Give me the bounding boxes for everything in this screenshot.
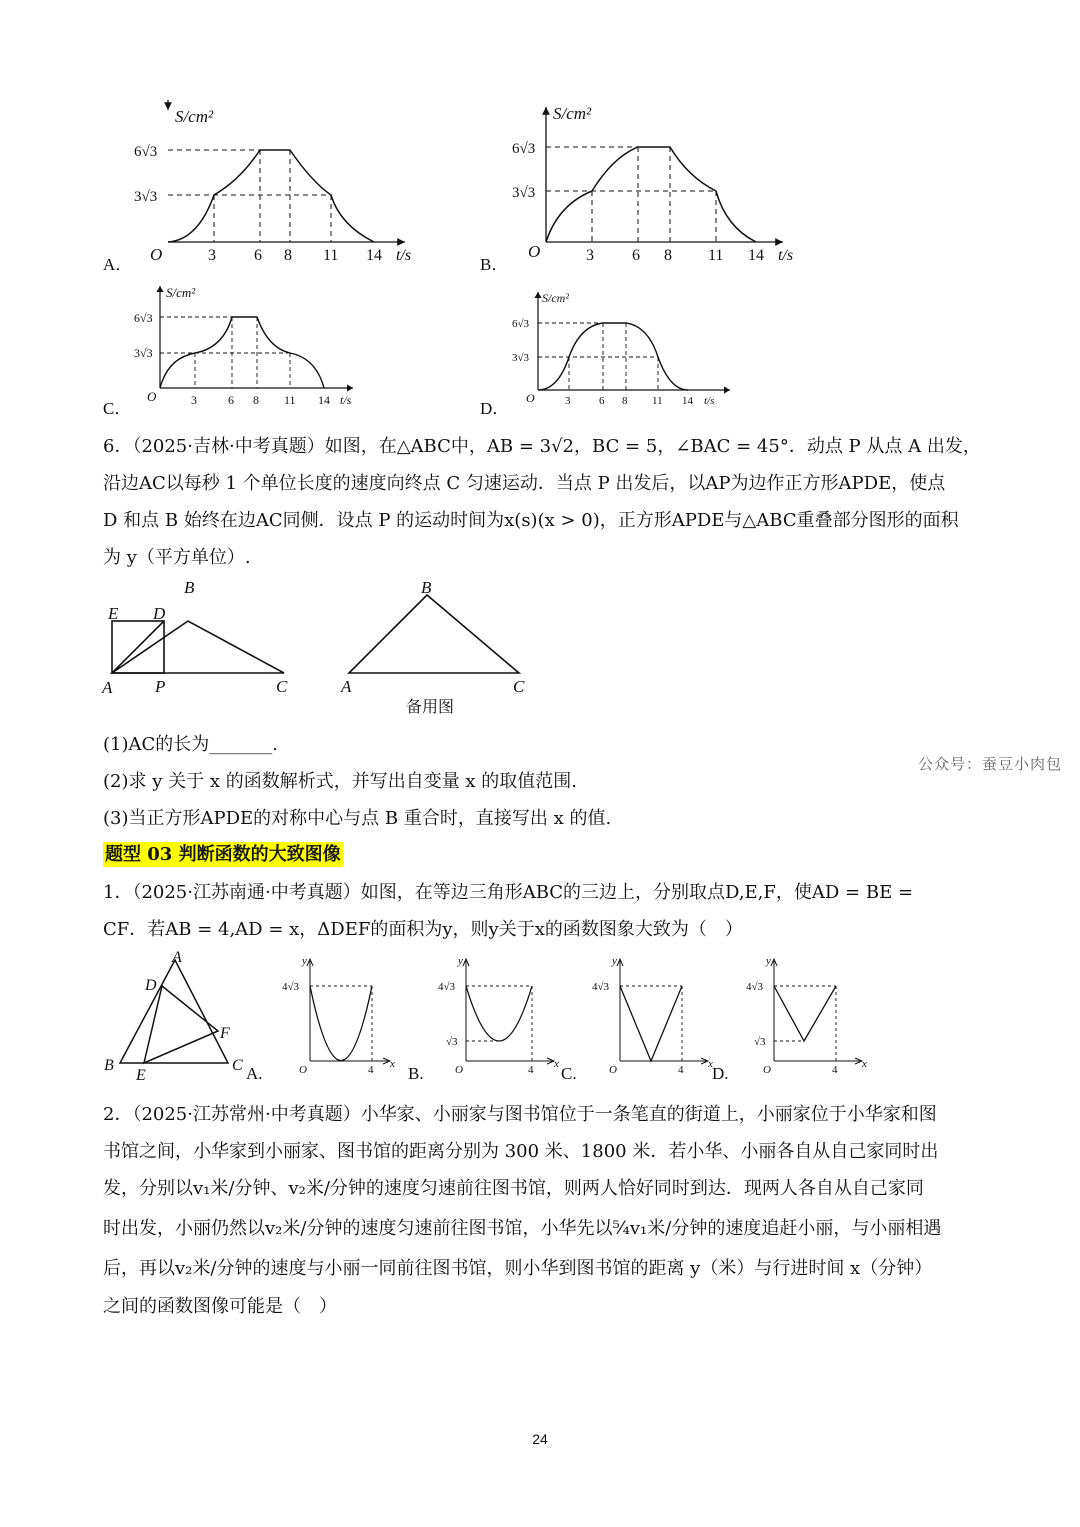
p2-line-2: 书馆之间，小华家到小丽家、图书馆的距离分别为 300 米、1800 米．若小华、小丽各自从自己家同时出 <box>103 1141 939 1162</box>
y-tick: √3 <box>754 1036 766 1048</box>
y-tick: 3√3 <box>512 185 536 201</box>
p1-option-d-graph <box>744 955 869 1080</box>
x-tick: 3 <box>586 247 594 264</box>
point-label: C <box>232 1057 243 1074</box>
p1-option-a-label: A. <box>246 1064 263 1083</box>
p1-option-d-label: D. <box>712 1064 729 1083</box>
x-tick: 6 <box>632 247 640 264</box>
origin-label: O <box>150 245 163 264</box>
y-tick: 4√3 <box>282 981 300 993</box>
x-axis-label: t/s <box>340 393 352 407</box>
point-label: B <box>184 578 195 597</box>
p1-line-1: 1．（2025·江苏南通·中考真题）如图，在等边三角形ABC的三边上，分别取点D,E,F，使AD = BE = <box>103 882 914 903</box>
point-label: C <box>513 677 525 696</box>
p2-line-5: 后，再以v₂米/分钟的速度与小丽一同前往图书馆，则小华到图书馆的距离 y（米）与行进时间 x（分钟） <box>103 1258 933 1279</box>
point-label: E <box>136 1067 146 1083</box>
option-b-label: B． <box>480 255 509 274</box>
y-tick: 6√3 <box>512 318 530 330</box>
y-tick: 3√3 <box>134 346 153 360</box>
x-tick: 14 <box>318 393 330 407</box>
x-tick: 3 <box>565 395 571 407</box>
q6-line-4: 为 y（平方单位）. <box>103 547 251 568</box>
point-label: D <box>153 604 166 623</box>
x-tick: 3 <box>191 393 197 407</box>
point-label: A <box>341 677 352 696</box>
y-tick: 6√3 <box>134 311 153 325</box>
p1-option-c-graph <box>590 955 715 1080</box>
svg-text:y: y <box>302 955 307 967</box>
p1-option-a-graph <box>280 955 395 1080</box>
point-label: B <box>421 578 432 597</box>
y-axis-label: S/cm² <box>175 107 214 126</box>
x-tick: 6 <box>228 393 234 407</box>
svg-text:y: y <box>458 955 463 967</box>
q6-sub3: (3)当正方形APDE的对称中心与点 B 重合时，直接写出 x 的值. <box>103 808 612 829</box>
svg-text:x: x <box>862 1058 867 1070</box>
x-tick: 14 <box>682 395 693 407</box>
x-tick: 3 <box>208 247 216 264</box>
point-label: C <box>276 677 288 696</box>
option-d-label: D． <box>480 399 510 418</box>
p1-option-b-label: B. <box>408 1064 424 1083</box>
q6-backup-figure <box>337 575 537 700</box>
x-tick: 6 <box>599 395 605 407</box>
y-axis-label: S/cm² <box>166 285 196 300</box>
svg-text:y: y <box>612 955 617 967</box>
x-tick: 4 <box>832 1064 838 1076</box>
section-title: 题型 03 判断函数的大致图像 <box>105 844 341 865</box>
option-a-graph <box>120 100 440 270</box>
x-tick: 6 <box>254 247 262 264</box>
y-axis-label: S/cm² <box>553 104 592 123</box>
x-tick: 4 <box>678 1064 684 1076</box>
p1-option-c-label: C. <box>561 1064 577 1083</box>
section-title-row <box>103 840 343 866</box>
svg-text:x: x <box>390 1058 395 1070</box>
option-c-graph <box>128 280 368 410</box>
q6-line-2: 沿边AC以每秒 1 个单位长度的速度向终点 C 匀速运动．当点 P 出发后，以AP为边作正方形APDE，使点 <box>103 473 946 494</box>
x-tick: 14 <box>366 247 382 264</box>
x-tick: 11 <box>323 247 339 264</box>
x-tick: 8 <box>284 247 292 264</box>
x-tick: 11 <box>708 247 724 264</box>
x-tick: 8 <box>253 393 259 407</box>
option-a-label: A． <box>103 255 133 274</box>
x-tick: 4 <box>368 1064 374 1076</box>
p2-line-1: 2．（2025·江苏常州·中考真题）小华家、小丽家与图书馆位于一条笔直的街道上，小丽家位于小华家和图 <box>103 1104 937 1125</box>
x-axis-label: t/s <box>778 247 794 264</box>
option-d-graph <box>508 286 738 411</box>
point-label: A <box>172 949 182 966</box>
option-c-label: C． <box>103 399 132 418</box>
origin-label: O <box>609 1064 617 1076</box>
backup-figure-caption: 备用图 <box>406 697 455 716</box>
q6-line-3: D 和点 B 始终在边AC同侧．设点 P 的运动时间为x(s)(x > 0)，正方形APDE与△ABC重叠部分图形的面积 <box>103 510 959 531</box>
x-axis-label: t/s <box>704 395 715 407</box>
y-tick: 3√3 <box>512 352 530 364</box>
x-tick: 8 <box>664 247 672 264</box>
q6-line-1: 6．（2025·吉林·中考真题）如图，在△ABC中，AB = 3√2，BC = 5，∠BAC = 45°．动点 P 从点 A 出发， <box>103 436 981 457</box>
svg-text:x: x <box>554 1058 559 1070</box>
svg-text:x: x <box>708 1058 713 1070</box>
point-label: B <box>104 1057 114 1074</box>
y-tick: 4√3 <box>592 981 610 993</box>
origin-label: O <box>299 1064 307 1076</box>
origin-label: O <box>455 1064 463 1076</box>
q6-sub2: (2)求 y 关于 x 的函数解析式，并写出自变量 x 的取值范围. <box>103 771 578 792</box>
origin-label: O <box>763 1064 771 1076</box>
y-tick: 6√3 <box>134 144 158 160</box>
p2-line-6: 之间的函数图像可能是（ ） <box>103 1296 337 1317</box>
y-tick: 6√3 <box>512 141 536 157</box>
x-tick: 11 <box>284 393 296 407</box>
q6-figure <box>98 575 298 700</box>
p1-option-b-graph <box>436 955 561 1080</box>
p1-triangle-figure <box>100 948 250 1083</box>
page-number: 24 <box>532 1431 548 1447</box>
watermark: 公众号：蚕豆小肉包 <box>918 755 1063 773</box>
x-tick: 8 <box>622 395 628 407</box>
point-label: A <box>102 678 113 697</box>
svg-text:y: y <box>766 955 771 967</box>
p1-line-2: CF．若AB = 4,AD = x，ΔDEF的面积为y，则y关于x的函数图象大致为（ ） <box>103 919 743 940</box>
y-tick: √3 <box>446 1036 458 1048</box>
origin-label: O <box>528 242 541 261</box>
origin-label: O <box>147 389 157 404</box>
point-label: D <box>145 977 157 994</box>
y-tick: 4√3 <box>746 981 764 993</box>
y-tick: 3√3 <box>134 189 158 205</box>
point-label: E <box>108 604 119 623</box>
y-axis-label: S/cm² <box>542 291 569 305</box>
p2-line-4: 时出发，小丽仍然以v₂米/分钟的速度匀速前往图书馆，小华先以⁵⁄₄v₁米/分钟的速度追赶小丽，与小丽相遇 <box>103 1218 942 1239</box>
x-axis-label: t/s <box>396 247 412 264</box>
y-tick: 4√3 <box>438 981 456 993</box>
origin-label: O <box>526 391 535 405</box>
x-tick: 14 <box>748 247 764 264</box>
p2-line-3: 发，分别以v₁米/分钟、v₂米/分钟的速度匀速前往图书馆，则两人恰好同时到达．现两人各自从自己家同 <box>103 1178 924 1199</box>
x-tick: 11 <box>652 395 663 407</box>
q6-sub1: (1)AC的长为_______. <box>103 734 278 755</box>
option-b-graph <box>498 97 818 267</box>
point-label: P <box>155 677 166 696</box>
point-label: F <box>220 1025 230 1042</box>
x-tick: 4 <box>528 1064 534 1076</box>
